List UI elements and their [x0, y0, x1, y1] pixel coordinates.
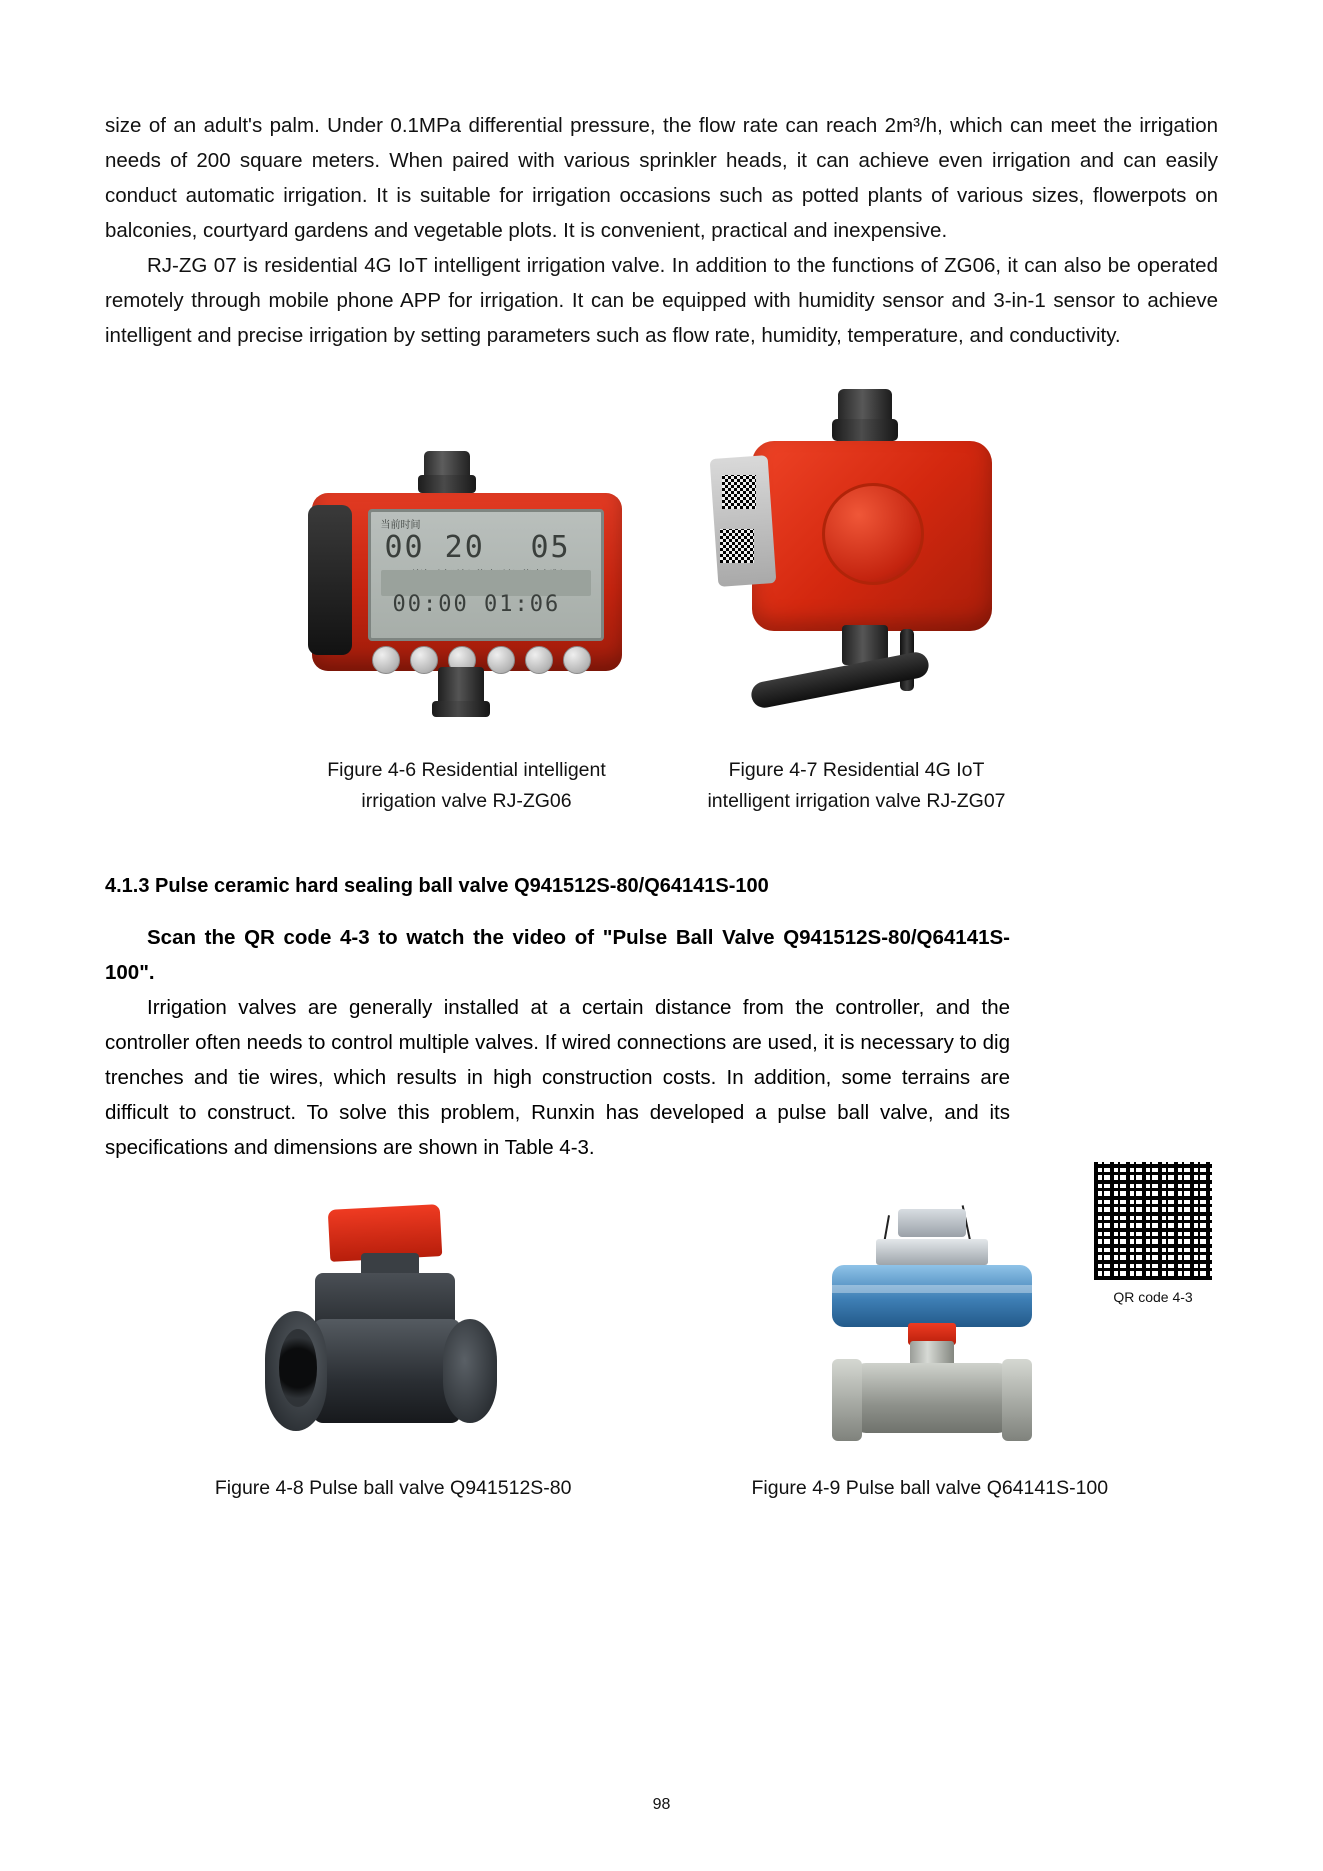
v9-actuator-band: [832, 1285, 1032, 1293]
intro-text-block: [105, 0, 1218, 353]
lcd-main-digits: 00 20: [384, 530, 485, 565]
v9-pneumatic-actuator: [832, 1265, 1032, 1327]
figure-4-7: [692, 379, 1022, 817]
zg07-label-qr-1-icon: [722, 475, 756, 509]
zg06-outlet-collar: [432, 701, 490, 717]
section-4-1-3-text: [105, 920, 1010, 1165]
figure-4-6: [302, 409, 632, 817]
zg06-button-6: [563, 646, 591, 674]
zg06-inlet-collar: [418, 475, 476, 493]
v9-mounting-plate: [876, 1239, 988, 1265]
heading-4-1-3: 4.1.3 Pulse ceramic hard sealing ball valve Q941512S-80/Q64141S-100: [105, 875, 769, 897]
zg07-label-qr-2-icon: [720, 529, 754, 563]
lcd-label-current-time: 当前时间: [380, 520, 421, 531]
zg07-inlet-collar: [832, 419, 898, 441]
zg06-side-cap: [308, 505, 352, 655]
v8-flange-right: [443, 1319, 497, 1423]
zg06-button-5: [525, 646, 553, 674]
figure-4-7-caption-line2: intelligent irrigation valve RJ-ZG07: [707, 790, 1006, 812]
figure-4-9-caption: Figure 4-9 Pulse ball valve Q64141S-100: [751, 1477, 1109, 1499]
v9-solenoid-box: [898, 1209, 966, 1237]
zg06-button-1: [372, 646, 400, 674]
page-number: 98: [652, 1796, 671, 1813]
v9-flange-left: [832, 1359, 862, 1441]
v9-valve-body: [852, 1363, 1012, 1433]
zg07-control-dial: [822, 483, 924, 585]
image-pulse-ball-valve-q64141s-100: [780, 1201, 1080, 1451]
zg06-button-4: [487, 646, 515, 674]
qr-code-4-3-caption: QR code 4-3: [1113, 1289, 1193, 1305]
figure-4-6-caption: [327, 755, 606, 817]
zg07-handle: [749, 650, 931, 710]
figure-4-7-caption-line1: Figure 4-7 Residential 4G IoT: [728, 759, 985, 781]
qr-code-4-3-block: [1088, 1161, 1218, 1305]
figure-4-7-caption: [707, 755, 1005, 817]
figure-4-9: [752, 1201, 1109, 1504]
v9-flange-right: [1002, 1359, 1032, 1441]
figure-4-8-caption: Figure 4-8 Pulse ball valve Q941512S-80: [214, 1477, 572, 1499]
image-rj-zg07-valve: [692, 379, 1022, 739]
figure-row-46-47: [105, 379, 1218, 817]
paragraph-4: Irrigation valves are generally installed at a certain distance from the controller, and the controller often needs to control multiple valves. If wired connections are used, it is necessary to dig trenches and tie wires, which results in high construction costs. In addition, some terrains are difficult to construct. To solve this problem, Runxin has developed a pulse ball valve, and its specifications and dimensions are shown in Table 4-3.: [105, 996, 1010, 1159]
paragraph-3-bold: Scan the QR code 4-3 to watch the video of "Pulse Ball Valve Q941512S-80/Q64141S-100".: [105, 926, 1010, 984]
image-rj-zg06-valve: [302, 409, 632, 739]
figure-4-6-caption-line1: Figure 4-6 Residential intelligent: [327, 759, 606, 781]
qr-code-4-3-icon[interactable]: [1093, 1161, 1213, 1281]
paragraph-2: RJ-ZG 07 is residential 4G IoT intelligent irrigation valve. In addition to the functions of ZG06, it can also be operated remotely through mobile phone APP for irrigation. It can be equipped with humidity sensor and 3-in-1 sensor to achieve intelligent and precise irrigation by setting parameters such as flow rate, humidity, temperature, and conductivity.: [105, 254, 1218, 347]
figure-row-48-49: [105, 1201, 1218, 1504]
zg06-lcd-screen: [368, 509, 604, 641]
image-pulse-ball-valve-q941512s-80: [243, 1201, 543, 1451]
paragraph-1: size of an adult's palm. Under 0.1MPa differential pressure, the flow rate can reach 2m³/h, which can meet the irrigation needs of 200 square meters. When paired with various sprinkler heads, it can achieve even irrigation and can easily conduct automatic irrigation. It is suitable for irrigation occasions such as potted plants of various sizes, flowerpots on balconies, courtyard gardens and vegetable plots. It is convenient, practical and inexpensive.: [105, 114, 1218, 242]
lcd-bottom-digits: 00:00 01:06: [392, 592, 561, 617]
v8-bore: [279, 1329, 317, 1407]
lcd-right-digits: 05: [530, 530, 571, 565]
zg06-button-2: [410, 646, 438, 674]
figure-4-8: [215, 1201, 572, 1504]
figure-4-6-caption-line2: irrigation valve RJ-ZG06: [361, 790, 572, 812]
v8-valve-body: [313, 1319, 461, 1423]
